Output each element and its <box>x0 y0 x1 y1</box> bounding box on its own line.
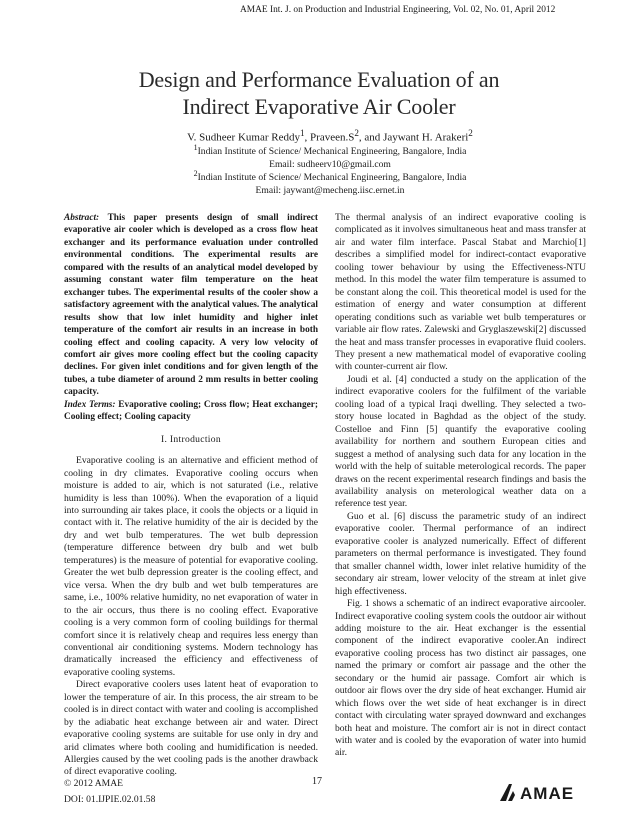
index-terms-text: Evaporative cooling; Cross flow; Heat exchanger; Cooling effect; Cooling capacity <box>64 399 318 423</box>
abstract <box>64 212 318 399</box>
right-paragraph-3: Guo et al. [6] discuss the parametric study of an indirect evaporative cooler. Thermal performance of an indirect evaporative cooler is analyzed numerically. Effect of different parameters on thermal performance is investigated. They found that smaller channel width, lower inlet relative humidity of the secondary air stream, lower velocity of the stream at inlet give high effectiveness. <box>335 510 586 597</box>
email-2: Email: jaywant@mecheng.iisc.ernet.in <box>255 185 405 197</box>
affiliation-1-sup: 1 <box>193 143 198 152</box>
section-heading-introduction: I. Introduction <box>161 433 221 445</box>
affiliation-2-text: Indian Institute of Science/ Mechanical Engineering, Bangalore, India <box>197 172 467 184</box>
copyright: © 2012 AMAE <box>64 778 123 789</box>
right-paragraph-4: Fig. 1 shows a schematic of an indirect evaporative aircooler. Indirect evaporative cooling system cools the outdoor air without adding moisture to the air. Heat exchanger is the essential component of the indirect evaporative cooler.An indirect evaporative cooling process has two distinct air passages, one named the primary or comfort air passage and the other the secondary or the humid air passage. Comfort air which is outdoor air flows over the dry side of heat exchanger. Humid air which flows over the wet side of heat exchanger is in direct contact with circulating water sprayed downward and exchanges both heat and moisture. The comfort air is not in direct contact with water and is cooled by the evaporation of water into humid air. <box>335 598 586 759</box>
paper-title <box>60 66 578 120</box>
index-terms-label: Index Terms: <box>64 399 116 410</box>
author-1: V. Sudheer Kumar Reddy <box>187 131 300 144</box>
running-head: AMAE Int. J. on Production and Industrial Engineering, Vol. 02, No. 01, April 2012 <box>240 5 556 15</box>
logo-text: AMAE <box>520 784 575 802</box>
right-paragraph-1: The thermal analysis of an indirect evaporative cooling is complicated as it involves simultaneous heat and mass transfer at air and water film interface. Pascal Stabat and Marchio[1] describes a simplified model for indirect-contact evaporative cooling tower behaviour by using the Effectiveness-NTU method. In this model the water film temperature is assumed to be constant along the coil. This theoretical model is used for the estimation of energy and water consumption at different operating conditions such as variable wet bulb temperatures or variable air flow rates. Zalewski and Gryglaszewski[2] discussed the heat and mass transfer processes in evaporative fluid coolers. They present a new mathematical model of evaporative cooling with counter-current air flow. <box>335 212 586 373</box>
affiliation-2-sup: 2 <box>193 169 198 178</box>
doi: DOI: 01.IJPIE.02.01.58 <box>64 794 156 805</box>
amae-logo-icon <box>498 782 598 802</box>
right-paragraph-2: Joudi et al. [4] conducted a study on the application of the indirect evaporative coolers for the fulfilment of the variable cooling load of a typical Iraqi dwelling. They selected a two-story house located in Baghdad as the object of the study. Costelloe and Finn [5] quantify the evaporative cooling availability for northern and southern European cities and suggest a method of analysing such data for any location in the world with the help of suitable meterological records. The paper draws on the recent experimental research findings and basis the availability analysis on meterological weather data on a reference test year. <box>335 373 586 510</box>
left-column <box>64 212 318 779</box>
page-number: 17 <box>312 776 322 787</box>
abstract-text: This paper presents design of small indirect evaporative air cooler which is developed as a cross flow heat exchanger and its performance evaluation under controlled environmental conditions. The experimental results are compared with the results of an analytical model developed by assuming constant water film temperature on the heat exchanger tubes. The experimental results of the cooler show a satisfactory agreement with the analytical values. The analytical results show that low inlet humidity and higher inlet temperature of the comfort air results in an increase in both cooling effect and cooling capacity. A very low velocity of comfort air gives more cooling effect but the cooling capacity declines. For given inlet conditions and for given length of the tubes, a tube diameter of around 2 mm results in better cooling capacity. <box>64 213 318 398</box>
title-line-1: Design and Performance Evaluation of an <box>138 67 500 92</box>
author-2: Praveen.S <box>310 131 355 144</box>
intro-paragraph-1: Evaporative cooling is an alternative and efficient method of cooling in dry climates. Evaporative cooling occurs when moisture is added to air, which is not saturated (i.e., relative humidity is less than 100%). When the evaporation of a liquid into surrounding air takes place, it cools the objects or a liquid in contact with it. The relative humidity of the air is decided by the dry and wet bulb temperatures. The wet bulb depression (temperature difference between dry bulb and wet bulb temperatures) is the measure of potential for evaporative cooling. Greater the wet bulb depression greater is the cooling effect, and vice versa. When the dry bulb and wet bulb temperatures are same, i.e., 100% relative humidity, no net evaporation of water in to the air occurs, thus there is no cooling effect. Evaporative cooling is a very common form of cooling buildings for thermal comfort since it is relatively cheap and requires less energy than conventional air conditioning systems. Modern technology has dramatically increased the efficiency and effectiveness of evaporative cooling systems. <box>64 455 318 678</box>
author-3-sup: 2 <box>468 128 473 138</box>
author-1-sup: 1 <box>299 128 305 138</box>
right-column <box>335 212 586 760</box>
footer-left <box>64 776 155 808</box>
author-and: , and <box>358 131 384 144</box>
author-sep: , <box>304 131 311 144</box>
abstract-label: Abstract: <box>64 213 100 223</box>
affiliation-1-text: Indian Institute of Science/ Mechanical Engineering, Bangalore, India <box>197 146 467 158</box>
title-line-2: Indirect Evaporative Air Cooler <box>182 94 456 119</box>
author-3: Jaywant H. Arakeri <box>383 131 469 144</box>
email-1: Email: sudheerv10@gmail.com <box>269 159 391 171</box>
author-2-sup: 2 <box>354 128 359 138</box>
index-terms <box>64 399 318 424</box>
intro-paragraph-2: Direct evaporative coolers uses latent heat of evaporation to lower the temperature of air. In this process, the air stream to be cooled is in direct contact with water and cooling is accomplished by the adiabatic heat exchange between air and water. Direct evaporative cooling systems are suitable for use only in dry and arid climates where both cooling and humidification is needed. Allergies caused by the wet cooling pads is the another drawback of direct evaporative cooling. <box>64 679 318 778</box>
affiliation-2 <box>120 167 540 197</box>
